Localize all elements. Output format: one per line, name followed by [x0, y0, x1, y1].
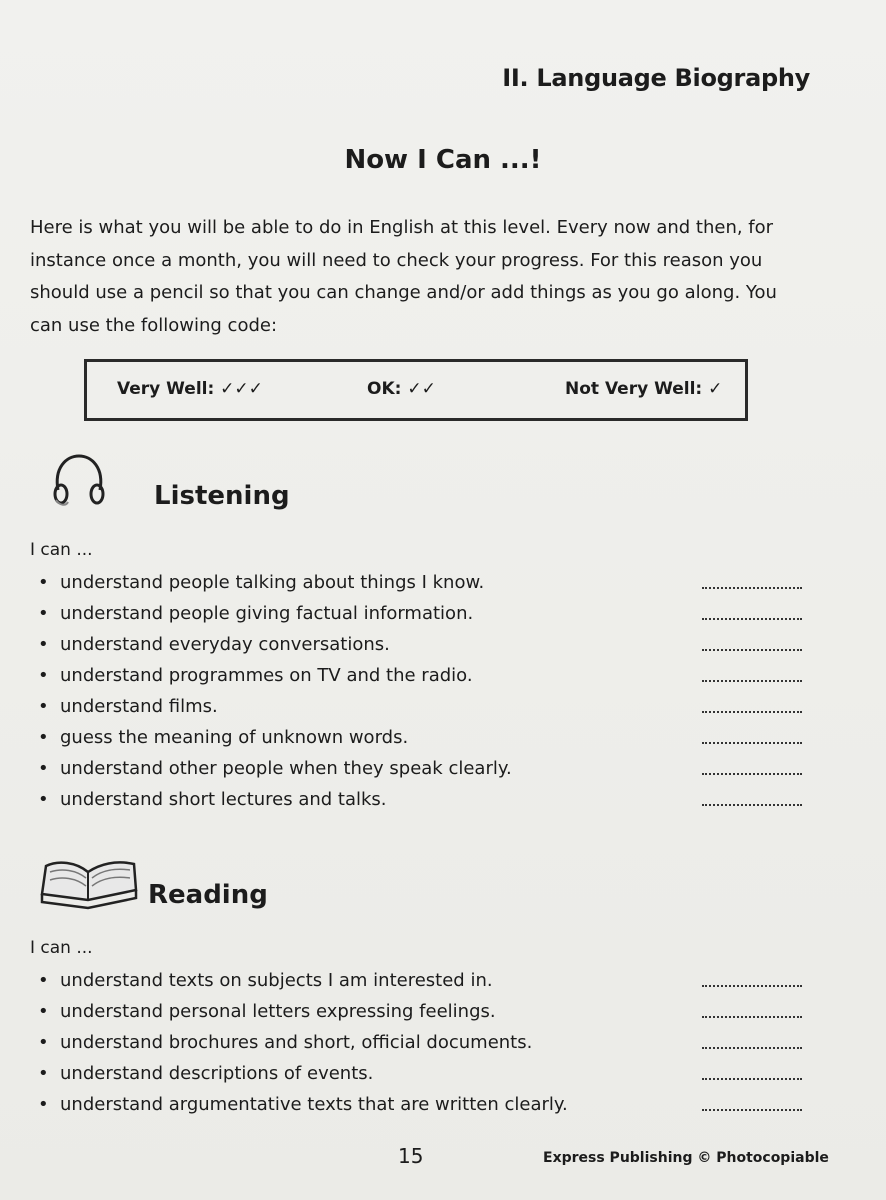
listening-heading: Listening — [154, 481, 290, 511]
answer-line[interactable] — [702, 773, 802, 775]
reading-heading: Reading — [148, 880, 268, 910]
intro-paragraph: Here is what you will be able to do in English at this level. Every now and then, for instance once a month, you will need to check your progress. For this reason you should use a pencil so that you can change and/or add things as you go along. You can use the following code: — [30, 217, 777, 336]
reading-lead: I can ... — [30, 938, 93, 958]
workbook-page: II. Language Biography Now I Can ...! Here is what you will be able to do in English at this level. Every now and then, for instance once a month, you will need to check your progress. For this reason you should use a pencil so that you can change and/or add things as you go along. You can use the following code: Very Well: ✓✓✓ OK: ✓✓ Not Very Well: ✓ Listening I can ... • understand people talking about things I know. • understand people giving factual information. • understand everyday conversations. • understand programmes on TV and the radio. • understand films. • guess the meaning of unknown words. • understand other people when they speak clearly. • understand short lectures and talks. Reading I can ... • understand texts on subjects I am interested in. • understand personal letters expressing feelings. • understand brochures and short, official documents. • understand descriptions of events. • understand argumentative texts that are written clearly. 15 Express Publishing © Photocopiable — [0, 0, 886, 1200]
answer-line[interactable] — [702, 985, 802, 987]
answer-line[interactable] — [702, 618, 802, 620]
code-not-very-well: Not Very Well: ✓ — [565, 379, 723, 399]
code-very-well: Very Well: ✓✓✓ — [117, 379, 263, 399]
code-ok: OK: ✓✓ — [367, 379, 436, 399]
rating-code-box — [84, 359, 748, 421]
answer-line[interactable] — [702, 1047, 802, 1049]
answer-line[interactable] — [702, 711, 802, 713]
page-number: 15 — [398, 1144, 424, 1168]
listening-lead: I can ... — [30, 540, 93, 560]
answer-line[interactable] — [702, 1109, 802, 1111]
answer-line[interactable] — [702, 649, 802, 651]
answer-line[interactable] — [702, 1078, 802, 1080]
answer-line[interactable] — [702, 587, 802, 589]
section-header: II. Language Biography — [502, 64, 810, 92]
answer-line[interactable] — [702, 804, 802, 806]
publisher-footer: Express Publishing © Photocopiable — [543, 1150, 829, 1166]
answer-line[interactable] — [702, 742, 802, 744]
page-title: Now I Can ...! — [344, 145, 542, 175]
answer-line[interactable] — [702, 1016, 802, 1018]
headphones-icon — [48, 452, 110, 512]
answer-line[interactable] — [702, 680, 802, 682]
open-book-icon — [38, 856, 140, 918]
